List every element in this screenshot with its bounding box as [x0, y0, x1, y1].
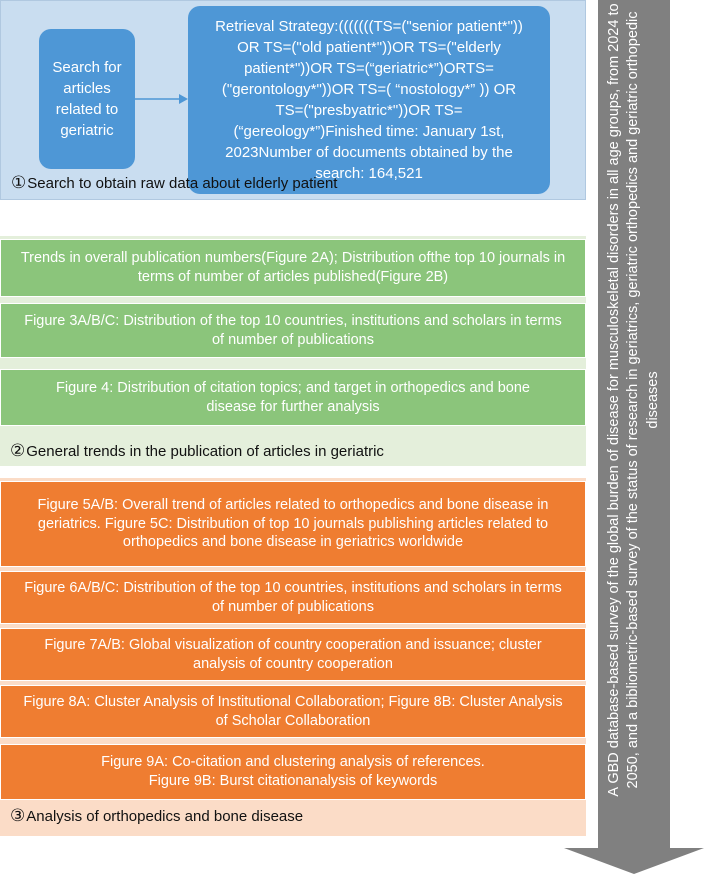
stage2-box-1: Trends in overall publication numbers(Figure 2A); Distribution ofthe top 10 journals in terms of number of articles published(Figure 2B)	[0, 239, 586, 297]
stage1-panel	[0, 0, 586, 200]
stage1-label	[11, 173, 337, 193]
stage3-box-5: Figure 9A: Co-citation and clustering analysis of references. Figure 9B: Burst citationanalysis of keywords	[0, 744, 586, 800]
stage2-box-3: Figure 4: Distribution of citation topics; and target in orthopedics and bone disease for further analysis	[0, 369, 586, 426]
stage3-number: ③	[10, 806, 26, 825]
stage2-label	[10, 441, 384, 461]
stage2-number: ②	[10, 441, 26, 460]
stage3-box-4: Figure 8A: Cluster Analysis of Institutional Collaboration; Figure 8B: Cluster Analysis of Scholar Collaboration	[0, 685, 586, 738]
stage3-box-3: Figure 7A/B: Global visualization of country cooperation and issuance; cluster analysis of country cooperation	[0, 628, 586, 681]
retrieval-strategy-box: Retrieval Strategy:(((((((TS=("senior patient*")) OR TS=("old patient*"))OR TS=("elderly patient*"))OR TS=(“geriatric*”)ORTS=("gerontology*"))OR TS=( “nostology*” )) OR TS=("presbyatric*"))OR TS=(“gereology*”)Finished time: January 1st, 2023Number of documents obtained by the search: 164,521	[188, 6, 550, 194]
side-arrow-text: A GBD database-based survey of the global burden of disease for musculoskeletal disorders in all age groups, from 2024 to 2050, and a bibliometric-based survey of the status of research in geriatrics, geriatric orthopedics and geriatric orthopedic diseases	[605, 3, 661, 797]
stage2-label-text: General trends in the publication of articles in geriatric	[26, 443, 384, 460]
right-arrow-icon	[135, 91, 189, 107]
stage2-box-2: Figure 3A/B/C: Distribution of the top 10 countries, institutions and scholars in terms of number of publications	[0, 303, 586, 358]
stage3-box-2: Figure 6A/B/C: Distribution of the top 10 countries, institutions and scholars in terms of number of publications	[0, 571, 586, 624]
stage3-panel	[0, 478, 586, 836]
stage1-number: ①	[11, 173, 27, 192]
stage3-label-text: Analysis of orthopedics and bone disease	[26, 808, 304, 825]
search-box: Search for articles related to geriatric	[39, 29, 135, 169]
stage3-label	[10, 806, 303, 826]
stage3-box-1: Figure 5A/B: Overall trend of articles related to orthopedics and bone disease in geriatrics. Figure 5C: Distribution of top 10 journals publishing articles related to orthopedics and bone disease in geriatrics worldwide	[0, 481, 586, 567]
stage1-label-text: Search to obtain raw data about elderly patient	[27, 175, 338, 192]
stage2-panel	[0, 236, 586, 466]
